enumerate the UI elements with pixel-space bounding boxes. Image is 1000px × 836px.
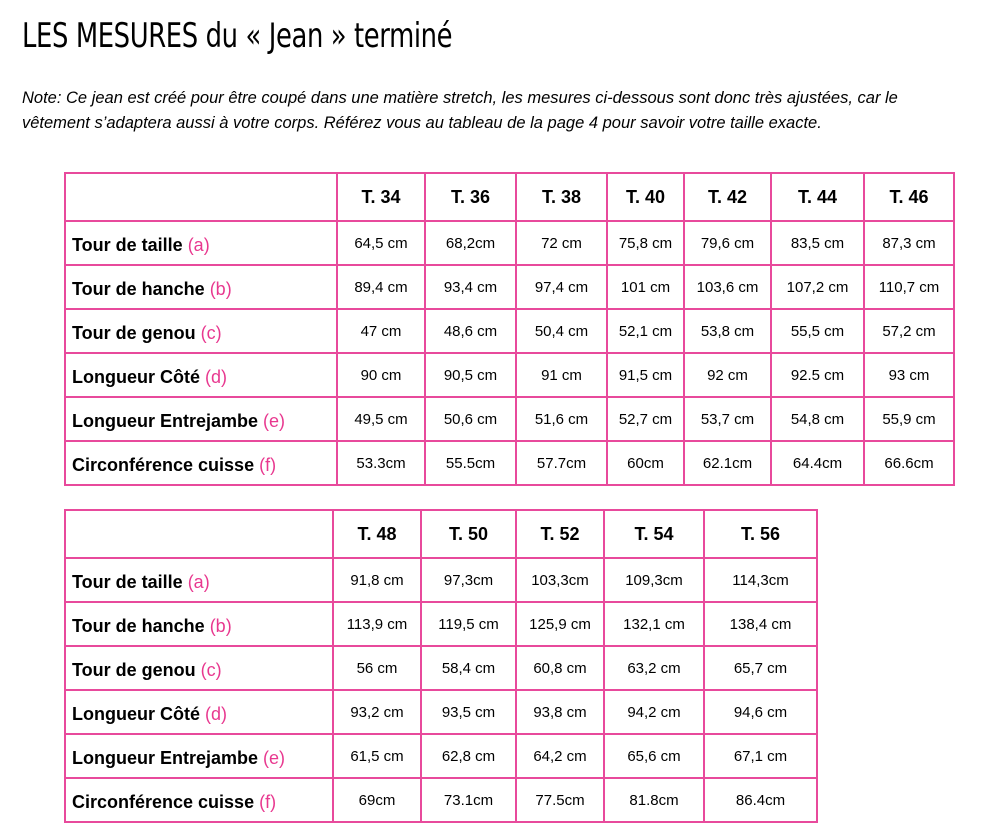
measurement-value: 73.1cm <box>421 778 516 822</box>
measurement-value: 97,4 cm <box>516 265 607 309</box>
header-corner-cell <box>65 510 333 558</box>
table-row <box>65 778 817 822</box>
note-paragraph <box>22 86 982 136</box>
size-header: T. 40 <box>607 173 684 221</box>
measurement-value: 47 cm <box>337 309 425 353</box>
measurement-label <box>65 734 333 778</box>
table-row <box>65 690 817 734</box>
measurement-value: 54,8 cm <box>771 397 864 441</box>
measurement-name: Longueur Entrejambe <box>72 747 259 768</box>
measurement-value: 64,5 cm <box>337 221 425 265</box>
measurement-letter: (b) <box>209 615 232 636</box>
measurement-value: 53,8 cm <box>684 309 771 353</box>
measurement-value: 91,8 cm <box>333 558 421 602</box>
measurement-value: 50,6 cm <box>425 397 516 441</box>
measurement-value: 55.5cm <box>425 441 516 485</box>
table-row <box>65 646 817 690</box>
measurement-value: 119,5 cm <box>421 602 516 646</box>
size-header: T. 46 <box>864 173 954 221</box>
header-corner-cell <box>65 173 337 221</box>
measurement-letter: (c) <box>200 659 222 680</box>
measurement-value: 60,8 cm <box>516 646 604 690</box>
measurement-name: Tour de hanche <box>72 615 205 636</box>
measurements-table-2 <box>64 509 818 823</box>
measurement-label <box>65 778 333 822</box>
measurement-value: 72 cm <box>516 221 607 265</box>
table-row <box>65 353 954 397</box>
table-row <box>65 734 817 778</box>
measurement-value: 53.3cm <box>337 441 425 485</box>
measurement-value: 60cm <box>607 441 684 485</box>
measurement-value: 75,8 cm <box>607 221 684 265</box>
size-header: T. 56 <box>704 510 817 558</box>
size-header-row <box>65 173 954 221</box>
table-row <box>65 602 817 646</box>
size-header: T. 44 <box>771 173 864 221</box>
measurement-value: 93,4 cm <box>425 265 516 309</box>
measurement-label <box>65 441 337 485</box>
size-header: T. 54 <box>604 510 704 558</box>
measurement-label <box>65 221 337 265</box>
measurement-value: 67,1 cm <box>704 734 817 778</box>
measurement-name: Circonférence cuisse <box>72 454 255 475</box>
measurement-value: 83,5 cm <box>771 221 864 265</box>
measurement-value: 93,2 cm <box>333 690 421 734</box>
table-row <box>65 265 954 309</box>
measurement-letter: (a) <box>187 234 210 255</box>
measurement-value: 86.4cm <box>704 778 817 822</box>
measurement-value: 69cm <box>333 778 421 822</box>
measurement-value: 87,3 cm <box>864 221 954 265</box>
measurement-value: 56 cm <box>333 646 421 690</box>
measurement-value: 92 cm <box>684 353 771 397</box>
measurement-value: 91,5 cm <box>607 353 684 397</box>
table-row <box>65 309 954 353</box>
measurement-letter: (d) <box>205 703 227 724</box>
measurement-value: 107,2 cm <box>771 265 864 309</box>
measurement-value: 93,5 cm <box>421 690 516 734</box>
measurement-value: 63,2 cm <box>604 646 704 690</box>
measurement-value: 113,9 cm <box>333 602 421 646</box>
measurement-name: Longueur Côté <box>72 703 200 724</box>
table-row <box>65 441 954 485</box>
size-header-row <box>65 510 817 558</box>
measurement-label <box>65 353 337 397</box>
measurement-letter: (d) <box>205 366 227 387</box>
measurement-value: 81.8cm <box>604 778 704 822</box>
size-header: T. 42 <box>684 173 771 221</box>
measurement-value: 79,6 cm <box>684 221 771 265</box>
measurement-value: 77.5cm <box>516 778 604 822</box>
measurement-value: 93 cm <box>864 353 954 397</box>
measurement-name: Circonférence cuisse <box>72 791 255 812</box>
measurement-letter: (e) <box>263 747 286 768</box>
measurement-value: 57,2 cm <box>864 309 954 353</box>
measurement-value: 125,9 cm <box>516 602 604 646</box>
measurement-value: 97,3cm <box>421 558 516 602</box>
measurement-value: 58,4 cm <box>421 646 516 690</box>
measurement-value: 55,5 cm <box>771 309 864 353</box>
table-row <box>65 558 817 602</box>
size-header: T. 52 <box>516 510 604 558</box>
measurement-value: 90,5 cm <box>425 353 516 397</box>
measurement-value: 92.5 cm <box>771 353 864 397</box>
measurement-value: 101 cm <box>607 265 684 309</box>
measurement-value: 52,7 cm <box>607 397 684 441</box>
measurement-value: 65,7 cm <box>704 646 817 690</box>
measurement-value: 110,7 cm <box>864 265 954 309</box>
measurement-label <box>65 690 333 734</box>
measurement-value: 50,4 cm <box>516 309 607 353</box>
measurement-value: 103,6 cm <box>684 265 771 309</box>
measurement-letter: (c) <box>200 322 222 343</box>
measurement-value: 55,9 cm <box>864 397 954 441</box>
measurement-value: 65,6 cm <box>604 734 704 778</box>
measurement-value: 53,7 cm <box>684 397 771 441</box>
measurement-letter: (b) <box>209 278 232 299</box>
measurement-name: Tour de genou <box>72 322 196 343</box>
measurement-value: 64,2 cm <box>516 734 604 778</box>
size-header: T. 50 <box>421 510 516 558</box>
measurement-label <box>65 265 337 309</box>
measurement-value: 114,3cm <box>704 558 817 602</box>
measurement-label <box>65 602 333 646</box>
size-header: T. 38 <box>516 173 607 221</box>
measurement-value: 138,4 cm <box>704 602 817 646</box>
measurement-name: Tour de hanche <box>72 278 205 299</box>
size-header: T. 36 <box>425 173 516 221</box>
measurement-letter: (a) <box>187 571 210 592</box>
note-line-1: Note: Ce jean est créé pour être coupé dans une matière stretch, les mesures ci-dessous sont donc très ajustées, car le <box>22 89 898 107</box>
measurement-label <box>65 646 333 690</box>
table-row <box>65 221 954 265</box>
measurement-value: 51,6 cm <box>516 397 607 441</box>
measurement-letter: (f) <box>259 791 277 812</box>
measurement-value: 93,8 cm <box>516 690 604 734</box>
measurement-value: 61,5 cm <box>333 734 421 778</box>
measurement-value: 132,1 cm <box>604 602 704 646</box>
measurement-value: 48,6 cm <box>425 309 516 353</box>
measurement-letter: (f) <box>259 454 277 475</box>
measurement-value: 64.4cm <box>771 441 864 485</box>
measurement-value: 94,2 cm <box>604 690 704 734</box>
measurement-name: Longueur Côté <box>72 366 200 387</box>
measurement-value: 109,3cm <box>604 558 704 602</box>
measurement-value: 103,3cm <box>516 558 604 602</box>
measurement-value: 68,2cm <box>425 221 516 265</box>
measurement-value: 66.6cm <box>864 441 954 485</box>
measurement-label <box>65 558 333 602</box>
size-header: T. 34 <box>337 173 425 221</box>
measurement-value: 49,5 cm <box>337 397 425 441</box>
measurement-value: 91 cm <box>516 353 607 397</box>
measurement-value: 94,6 cm <box>704 690 817 734</box>
measurement-value: 89,4 cm <box>337 265 425 309</box>
page-title: LES MESURES du « Jean » terminé <box>22 16 453 56</box>
measurement-value: 52,1 cm <box>607 309 684 353</box>
measurement-value: 57.7cm <box>516 441 607 485</box>
measurement-name: Tour de genou <box>72 659 196 680</box>
measurement-label <box>65 309 337 353</box>
measurement-name: Tour de taille <box>72 571 183 592</box>
measurement-value: 90 cm <box>337 353 425 397</box>
note-line-2: vêtement s’adaptera aussi à votre corps. Référez vous au tableau de la page 4 pour savoir votre taille exacte. <box>22 114 822 132</box>
measurement-value: 62.1cm <box>684 441 771 485</box>
measurement-name: Tour de taille <box>72 234 183 255</box>
measurement-name: Longueur Entrejambe <box>72 410 259 431</box>
measurement-value: 62,8 cm <box>421 734 516 778</box>
measurement-letter: (e) <box>263 410 286 431</box>
measurement-label <box>65 397 337 441</box>
measurements-table-1 <box>64 172 955 486</box>
table-row <box>65 397 954 441</box>
size-header: T. 48 <box>333 510 421 558</box>
